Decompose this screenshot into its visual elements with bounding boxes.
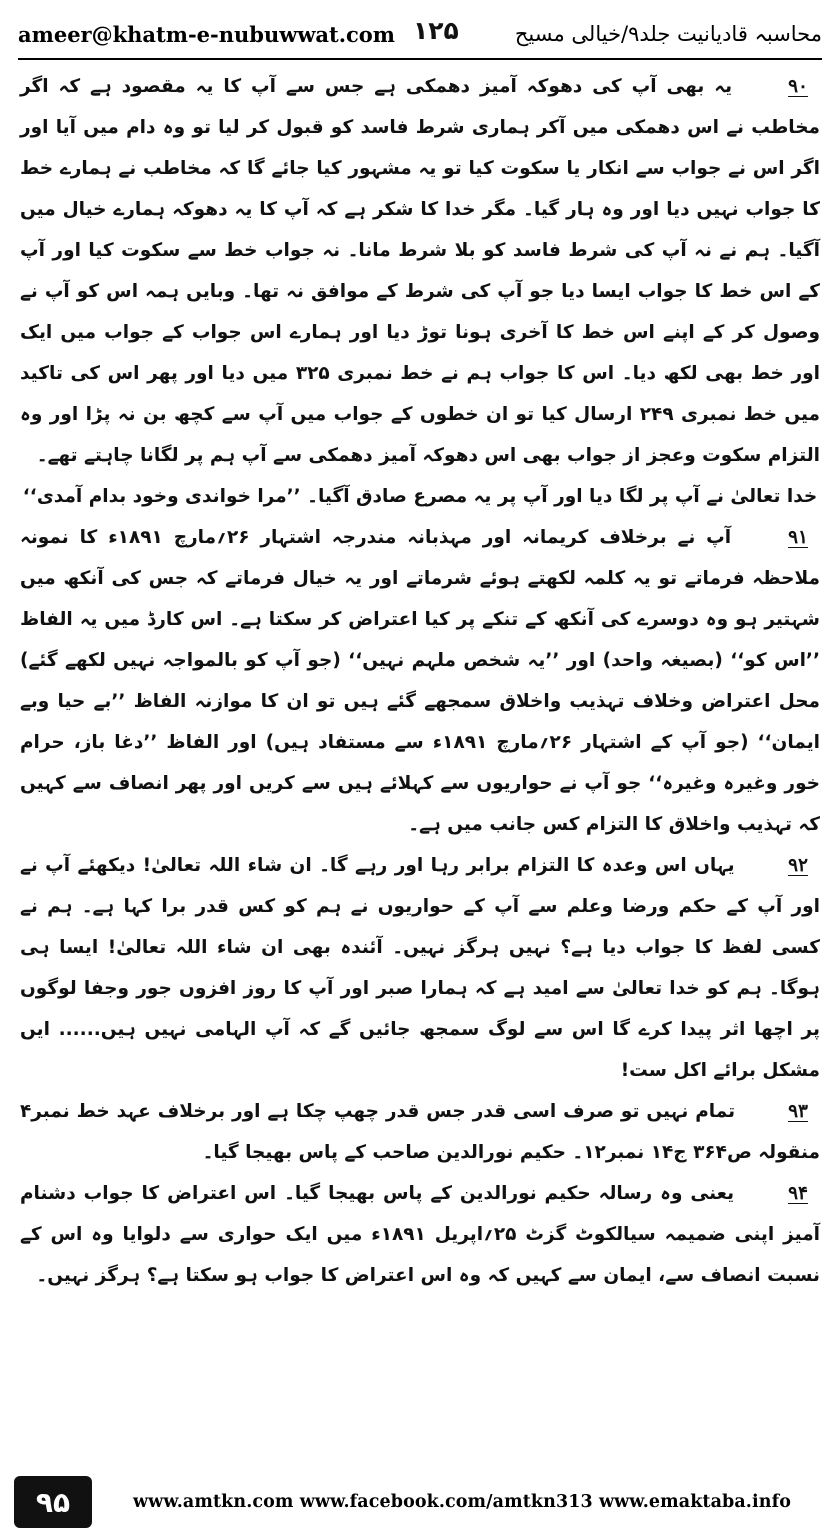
page-footer [14,1476,826,1528]
paragraph-93 [20,1091,820,1173]
page-body [20,66,820,1462]
header-email[interactable]: ameer@khatm-e-nubuwwat.com [18,21,396,47]
paragraph-text: یہ بھی آپ کی دھوکہ آمیز دھمکی ہے جس سے آپ کا یہ مقصود ہے کہ اگر مخاطب نے اس دھمکی میں آکر ہماری شرط فاسد کو قبول کر لیا تو وہ دام میں آیا اور اگر اس نے جواب سے انکار یا سکوت کیا تو یہ مشہور کیا جائے گا کہ مخاطب نے ہمارے خط کا جواب نہیں دیا اور وہ ہار گیا۔ مگر خدا کا شکر ہے کہ آپ کا یہ دھوکہ ہمارے خیال میں آگیا۔ ہم نے نہ آپ کی شرط فاسد کو بلا شرط مانا۔ نہ جواب خط سے سکوت کیا اور آپ کے اس خط کا جواب ایسا دیا جو آپ کی شرط کے موافق نہ تھا۔ وبایں ہمہ اس کو آپ نے وصول کر کے اپنے اس خط کا آخری ہونا توڑ دیا اور ہمارے اس جواب کے جواب میں ایک اور خط بھی لکھ دیا۔ اس کا جواب ہم نے خط نمبری ۳۲۵ میں دیا اور پھر اس کی تاکید میں خط نمبری ۲۴۹ ارسال کیا تو ان خطوں کے جواب میں آپ سے کچھ بن نہ پڑا اور وہ التزام سکوت وعجز از جواب بھی اس دھوکہ آمیز دھمکی سے آپ ہم پر لگانا چاہتے تھے۔ [20,76,820,466]
paragraph-number: ۹۳ [788,1101,808,1122]
paragraph-number: ۹۴ [788,1183,808,1204]
paragraph-number: ۹۲ [788,855,808,876]
header-page-number: ۱۲۵ [413,16,459,45]
paragraph-91 [20,517,820,845]
paragraph-number: ۹۱ [788,527,808,548]
paragraph-text: خدا تعالیٰ نے آپ پر لگا دیا اور آپ پر یہ مصرع صادق آگیا۔ ’’مرا خواندی وخود بدام آمدی‘‘ [22,486,818,507]
footer-links[interactable]: www.amtkn.com www.facebook.com/amtkn313 www.emaktaba.info [133,1492,791,1512]
paragraph-text: آپ نے برخلاف کریمانہ اور مہذبانہ مندرجہ اشتہار ۲۶؍مارچ ۱۸۹۱ء کا نمونہ ملاحظہ فرماتے تو یہ کلمہ لکھتے ہوئے شرماتے اور یہ خیال فرماتے کہ جس کی آنکھ میں شہتیر ہو وہ دوسرے کی آنکھ کے تنکے پر کیا اعتراض کر سکتا ہے۔ اس کارڈ میں یہ الفاظ ’’اس کو‘‘ (بصیغہ واحد) اور ’’یہ شخص ملہم نہیں‘‘ (جو آپ کو بالمواجہ نہیں لکھے گئے) محل اعتراض وخلاف تہذیب واخلاق سمجھے گئے ہیں تو ان کا موازنہ الفاظ ’’بے حیا وبے ایمان‘‘ (جو آپ کے اشتہار ۲۶؍مارچ ۱۸۹۱ء سے مستفاد ہیں) اور الفاظ ’’دغا باز، حرام خور وغیرہ وغیرہ‘‘ جو آپ نے حواریوں سے کہلائے ہیں سے کریں اور پھر انصاف سے کہیں کہ تہذیب واخلاق کا التزام کس جانب میں ہے۔ [20,527,820,835]
paragraph-text: یہاں اس وعدہ کا التزام برابر رہا اور رہے گا۔ ان شاء اللہ تعالیٰ! دیکھئے آپ نے اور آپ کے حکم ورضا وعلم سے آپ کے حواریوں نے ہم کو کس قدر برا کہا ہے۔ ہم نے کسی لفظ کا جواب دیا ہے؟ نہیں ہرگز نہیں۔ آئندہ بھی ان شاء اللہ تعالیٰ! ایسا ہی ہوگا۔ ہم کو خدا تعالیٰ سے امید ہے کہ ہمارا صبر اور آپ کا روز افزوں جور وجفا لوگوں پر اچھا اثر پیدا کرے گا اس سے لوگ سمجھ جائیں گے کہ آپ الہامی نہیں ہیں...... ایں مشکل برائے اکل ست! [20,855,820,1081]
header-divider [18,58,822,60]
paragraph-text: یعنی وہ رسالہ حکیم نورالدین کے پاس بھیجا گیا۔ اس اعتراض کا جواب دشنام آمیز اپنی ضمیمہ سیالکوٹ گزٹ ۲۵؍اپریل ۱۸۹۱ء میں ایک حواری سے دلوایا وہ اس کے نسبت انصاف سے، ایمان سے کہیں کہ وہ اس اعتراض کا جواب ہو سکتا ہے؟ ہرگز نہیں۔ [20,1183,820,1286]
paragraph-92 [20,845,820,1091]
paragraph-number: ۹۰ [788,76,808,97]
paragraph-90 [20,66,820,476]
header-book-title: محاسبہ قادیانیت جلد۹/خیالی مسیح [514,22,822,46]
page-header [18,14,822,54]
paragraph-closing-verse [20,476,820,517]
paragraph-text: تمام نہیں تو صرف اسی قدر جس قدر چھپ چکا ہے اور برخلاف عہد خط نمبر۴ منقولہ ص۳۶۴ ج۱۴ نمبر۱۲۔ حکیم نورالدین صاحب کے پاس بھیجا گیا۔ [20,1101,820,1163]
footer-page-number: ۹۵ [14,1476,92,1528]
paragraph-94 [20,1173,820,1296]
